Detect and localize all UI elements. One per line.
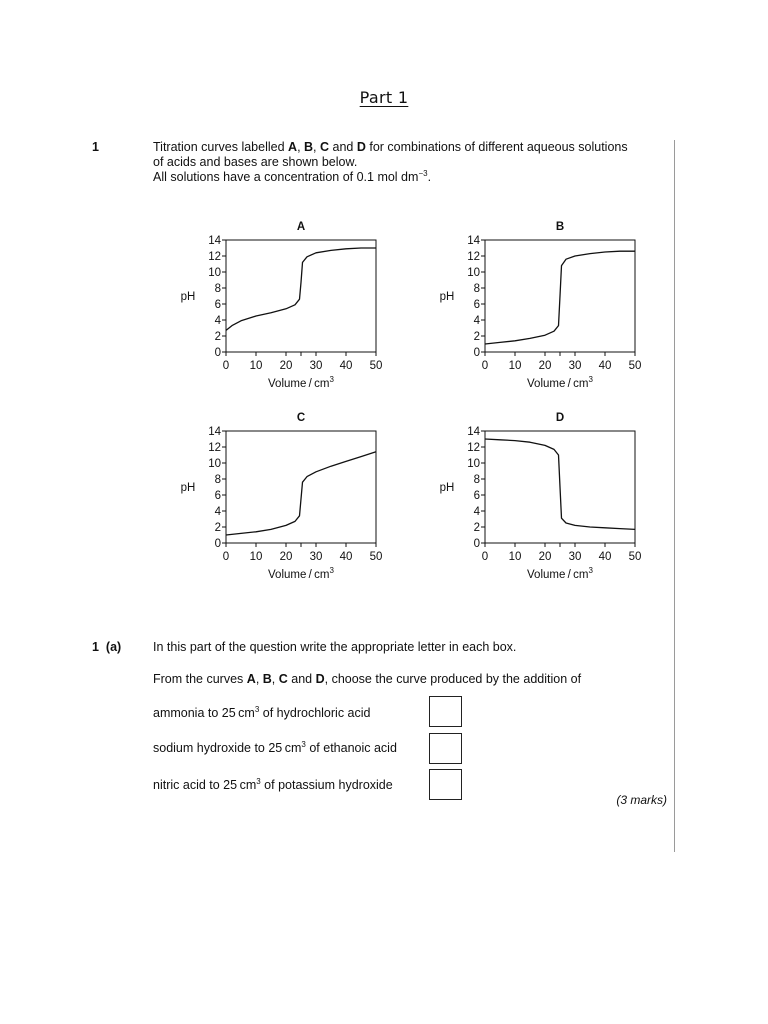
x-tick-label: 30: [568, 551, 582, 563]
y-tick-label: 8: [214, 474, 221, 486]
marks-label: (3 marks): [616, 793, 667, 807]
x-tick-label: 30: [309, 551, 323, 563]
x-axis-label-superscript: 3: [588, 566, 593, 575]
separator: ,: [313, 140, 320, 154]
x-tick-label: 50: [369, 360, 383, 372]
separator: ,: [271, 672, 279, 686]
separator: ,: [255, 672, 263, 686]
plot-frame: [226, 240, 376, 352]
y-tick-label: 10: [208, 267, 221, 279]
x-tick-label: 0: [222, 360, 230, 372]
x-tick-label: 0: [222, 551, 230, 563]
curve-label-c: C: [320, 140, 330, 154]
x-tick-label: 10: [249, 551, 263, 563]
y-tick-label: 8: [473, 283, 480, 295]
x-axis-label: [527, 566, 594, 581]
y-tick-label: 6: [473, 490, 480, 502]
chart-title: C: [296, 412, 306, 424]
y-tick-label: 12: [467, 251, 480, 263]
y-tick-label: 14: [467, 235, 480, 247]
x-axis-label-superscript: 3: [588, 375, 593, 384]
x-tick-label: 10: [508, 551, 522, 563]
intro-text: All solutions have a concentration of 0.1 mol dm: [153, 170, 419, 184]
intro-line-1: [153, 140, 673, 155]
y-tick-label: 6: [473, 299, 480, 311]
item-nitric-koh: [153, 778, 393, 793]
titration-chart-b: [429, 215, 659, 395]
y-axis-label: pH: [439, 482, 455, 494]
y-tick-label: 14: [208, 426, 221, 438]
y-tick-label: 4: [214, 506, 221, 518]
separator: and: [287, 672, 316, 686]
x-tick-label: 50: [628, 360, 642, 372]
titration-curve-a: [226, 248, 376, 330]
curve-label-d: D: [356, 140, 366, 154]
part-a-choose-text: [153, 672, 668, 687]
x-tick-label: 40: [598, 551, 612, 563]
titration-curve-b: [485, 251, 635, 344]
item-text: of potassium hydroxide: [260, 778, 393, 792]
x-tick-label: 30: [309, 360, 323, 372]
question-number: 1: [92, 140, 99, 154]
x-tick-label: 30: [568, 360, 582, 372]
x-axis-label-text: Volume / cm: [527, 569, 589, 581]
curve-label-b: B: [304, 140, 314, 154]
y-tick-label: 0: [473, 347, 480, 359]
plot-frame: [226, 431, 376, 543]
superscript: 3: [256, 777, 261, 786]
item-ammonia-hcl: [153, 706, 370, 721]
titration-chart-c: [170, 406, 400, 586]
chart-title: B: [555, 221, 565, 233]
x-tick-label: 10: [249, 360, 263, 372]
y-tick-label: 0: [473, 538, 480, 550]
x-tick-label: 50: [369, 551, 383, 563]
part-a-instruction: In this part of the question write the appropriate letter in each box.: [153, 640, 517, 654]
x-axis-label-text: Volume / cm: [527, 378, 589, 390]
x-axis-label: [268, 566, 335, 581]
y-tick-label: 2: [473, 331, 480, 343]
x-tick-label: 10: [508, 360, 522, 372]
part-a-number: [92, 640, 121, 654]
x-tick-label: 40: [339, 360, 353, 372]
part-number: 1: [92, 640, 99, 654]
item-text: of hydrochloric acid: [259, 706, 371, 720]
intro-line-3: [153, 170, 673, 185]
titration-chart-d: [429, 406, 659, 586]
answer-box-1[interactable]: [429, 696, 462, 727]
part-letter: (a): [105, 640, 122, 654]
superscript: −3: [418, 169, 428, 178]
x-axis-label-text: Volume / cm: [268, 569, 330, 581]
titration-chart-a: [170, 215, 400, 395]
y-tick-label: 2: [214, 331, 221, 343]
y-tick-label: 2: [473, 522, 480, 534]
part-title: Part 1: [359, 88, 409, 107]
y-tick-label: 2: [214, 522, 221, 534]
intro-text: .: [427, 170, 432, 184]
answer-box-3[interactable]: [429, 769, 462, 800]
x-tick-label: 0: [481, 360, 489, 372]
superscript: 3: [254, 705, 260, 714]
intro-text: Titration curves labelled: [153, 140, 289, 154]
separator: ,: [297, 140, 305, 154]
item-text: nitric acid to 25 cm: [153, 778, 257, 792]
y-tick-label: 0: [214, 538, 221, 550]
item-naoh-ethanoic: [153, 741, 397, 756]
x-tick-label: 40: [339, 551, 353, 563]
separator: and: [329, 140, 357, 154]
y-tick-label: 10: [208, 458, 221, 470]
y-tick-label: 8: [214, 283, 221, 295]
chart-title: D: [555, 412, 565, 424]
x-tick-label: 0: [481, 551, 489, 563]
x-axis-label-superscript: 3: [329, 375, 334, 384]
y-tick-label: 12: [208, 251, 221, 263]
superscript: 3: [301, 740, 306, 749]
curve-label-b: B: [262, 672, 272, 686]
x-axis-label-superscript: 3: [329, 566, 334, 575]
y-tick-label: 14: [467, 426, 480, 438]
item-text: of ethanoic acid: [305, 741, 397, 755]
y-axis-label: pH: [180, 291, 196, 303]
y-tick-label: 14: [208, 235, 221, 247]
margin-rule: [674, 140, 675, 852]
titration-curve-d: [485, 439, 635, 529]
intro-line-2: of acids and bases are shown below.: [153, 155, 358, 169]
item-text: ammonia to 25 cm: [153, 706, 255, 720]
curve-label-c: C: [278, 672, 288, 686]
intro-text: for combinations of different aqueous solutions: [365, 140, 628, 154]
choose-text: From the curves: [153, 672, 247, 686]
question-intro: [153, 140, 673, 185]
chart-title: A: [296, 221, 306, 233]
x-tick-label: 20: [279, 551, 293, 563]
y-tick-label: 6: [214, 299, 221, 311]
y-axis-label: pH: [180, 482, 196, 494]
x-tick-label: 50: [628, 551, 642, 563]
x-axis-label: [268, 375, 335, 390]
y-tick-label: 10: [467, 267, 480, 279]
x-axis-label: [527, 375, 594, 390]
curve-label-a: A: [288, 140, 298, 154]
x-tick-label: 40: [598, 360, 612, 372]
curve-label-d: D: [315, 672, 325, 686]
x-tick-label: 20: [279, 360, 293, 372]
choose-text: , choose the curve produced by the addition of: [324, 672, 582, 686]
y-tick-label: 8: [473, 474, 480, 486]
y-tick-label: 0: [214, 347, 221, 359]
y-tick-label: 4: [473, 315, 480, 327]
answer-box-2[interactable]: [429, 733, 462, 764]
titration-curve-c: [226, 452, 376, 535]
y-tick-label: 6: [214, 490, 221, 502]
y-tick-label: 12: [467, 442, 480, 454]
y-tick-label: 4: [214, 315, 221, 327]
curve-label-a: A: [246, 672, 256, 686]
y-tick-label: 12: [208, 442, 221, 454]
y-tick-label: 4: [473, 506, 480, 518]
y-tick-label: 10: [467, 458, 480, 470]
x-axis-label-text: Volume / cm: [268, 378, 330, 390]
y-axis-label: pH: [439, 291, 455, 303]
x-tick-label: 20: [538, 551, 552, 563]
item-text: sodium hydroxide to 25 cm: [153, 741, 302, 755]
x-tick-label: 20: [538, 360, 552, 372]
